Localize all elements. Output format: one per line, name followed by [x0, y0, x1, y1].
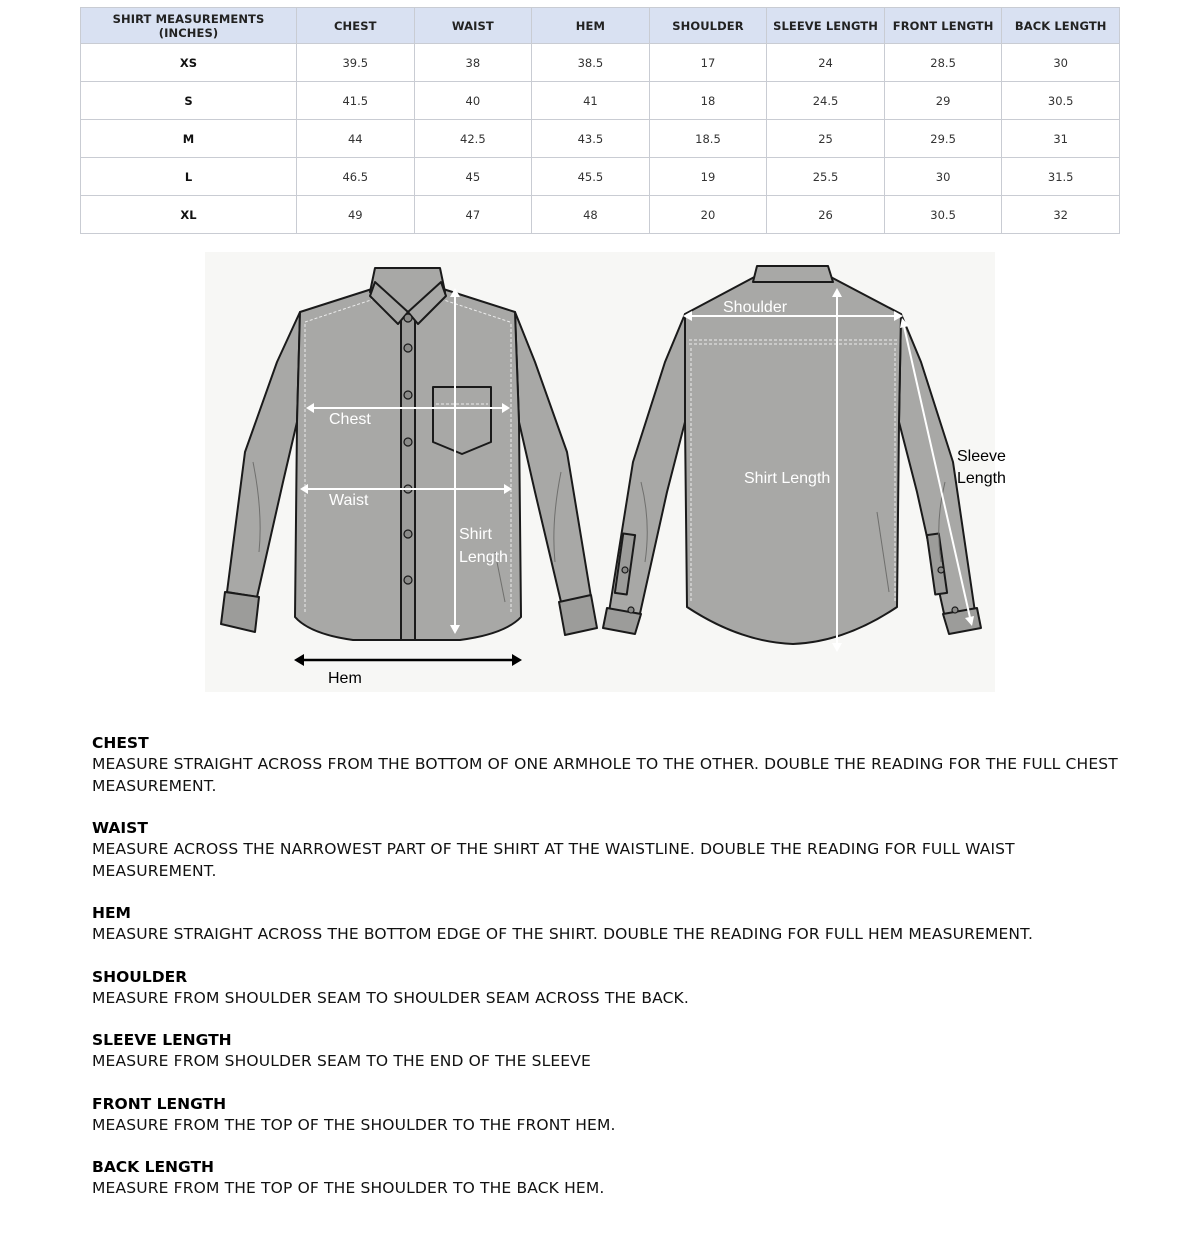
measurement-cell: 41 — [532, 82, 650, 120]
measurement-cell: 31 — [1002, 120, 1120, 158]
measurement-cell: 30 — [1002, 44, 1120, 82]
measurement-cell: 20 — [649, 196, 767, 234]
measurement-cell: 43.5 — [532, 120, 650, 158]
measurement-cell: 19 — [649, 158, 767, 196]
definition-shoulder — [92, 966, 1122, 1010]
measurement-cell: 40 — [414, 82, 532, 120]
definition-text: MEASURE STRAIGHT ACROSS FROM THE BOTTOM OF ONE ARMHOLE TO THE OTHER. DOUBLE THE READING FOR THE FULL CHEST MEASUREMENT. — [92, 755, 1118, 795]
measurement-cell: 18 — [649, 82, 767, 120]
table-row — [81, 196, 1120, 234]
measurement-definitions — [92, 732, 1122, 1220]
definition-title: CHEST — [92, 734, 149, 752]
definition-title: SHOULDER — [92, 967, 188, 986]
size-chart-header — [81, 8, 1120, 44]
definition-title: BACK LENGTH — [92, 1158, 215, 1176]
measurement-cell: 32 — [1002, 196, 1120, 234]
sleeve-length-label-line1: Sleeve — [957, 448, 1006, 465]
measurement-cell: 26 — [767, 196, 885, 234]
definition-chest — [92, 732, 1122, 797]
measurement-cell: 24 — [767, 44, 885, 82]
definition-text: MEASURE ACROSS THE NARROWEST PART OF THE SHIRT AT THE WAISTLINE. DOUBLE THE READING FOR FULL WAIST MEASUREMENT. — [92, 840, 1015, 880]
definition-text: MEASURE FROM SHOULDER SEAM TO SHOULDER SEAM ACROSS THE BACK. — [92, 988, 689, 1007]
measurement-cell: 38 — [414, 44, 532, 82]
table-row — [81, 120, 1120, 158]
measurement-cell: 25.5 — [767, 158, 885, 196]
measurement-cell: 28.5 — [884, 44, 1002, 82]
size-cell: L — [81, 158, 297, 196]
measurement-cell: 39.5 — [297, 44, 415, 82]
measurement-cell: 41.5 — [297, 82, 415, 120]
definition-hem — [92, 902, 1122, 946]
header-cell: WAIST — [414, 8, 532, 44]
size-chart-table — [80, 7, 1120, 234]
size-chart-body — [81, 44, 1120, 234]
measurement-cell: 45 — [414, 158, 532, 196]
header-cell: CHEST — [297, 8, 415, 44]
measurement-cell: 30 — [884, 158, 1002, 196]
header-row — [81, 8, 1120, 44]
chest-label: Chest — [329, 411, 371, 428]
definition-back-length — [92, 1156, 1122, 1200]
header-cell: SHOULDER — [649, 8, 767, 44]
table-row — [81, 158, 1120, 196]
measurement-cell: 48 — [532, 196, 650, 234]
measurement-cell: 42.5 — [414, 120, 532, 158]
back-length-label: Shirt Length — [744, 470, 831, 487]
definition-sleeve-length — [92, 1029, 1122, 1073]
table-row — [81, 82, 1120, 120]
header-cell: BACK LENGTH — [1002, 8, 1120, 44]
measurement-cell: 30.5 — [1002, 82, 1120, 120]
definition-title: HEM — [92, 904, 131, 922]
size-cell: XS — [81, 44, 297, 82]
measurement-cell: 17 — [649, 44, 767, 82]
sleeve-length-label-line2: Length — [957, 470, 1006, 487]
definition-text: MEASURE FROM THE TOP OF THE SHOULDER TO THE FRONT HEM. — [92, 1115, 616, 1134]
front-length-label-line1: Shirt — [459, 526, 492, 543]
size-cell: S — [81, 82, 297, 120]
measurement-cell: 49 — [297, 196, 415, 234]
definition-title: WAIST — [92, 819, 148, 837]
shoulder-label: Shoulder — [723, 299, 788, 316]
measurement-cell: 44 — [297, 120, 415, 158]
header-cell: FRONT LENGTH — [884, 8, 1002, 44]
header-cell: HEM — [532, 8, 650, 44]
definition-title: SLEEVE LENGTH — [92, 1031, 232, 1049]
definition-waist — [92, 817, 1122, 882]
measurement-cell: 45.5 — [532, 158, 650, 196]
definition-text: MEASURE FROM THE TOP OF THE SHOULDER TO THE BACK HEM. — [92, 1179, 605, 1197]
measurement-cell: 30.5 — [884, 196, 1002, 234]
front-length-label-line2: Length — [459, 549, 508, 566]
size-cell: XL — [81, 196, 297, 234]
measurement-cell: 24.5 — [767, 82, 885, 120]
measurement-cell: 29.5 — [884, 120, 1002, 158]
measurement-cell: 47 — [414, 196, 532, 234]
hem-label: Hem — [328, 670, 362, 687]
definition-text: MEASURE STRAIGHT ACROSS THE BOTTOM EDGE OF THE SHIRT. DOUBLE THE READING FOR FULL HEM MEASUREMENT. — [92, 925, 1034, 943]
header-cell: SHIRT MEASUREMENTS (INCHES) — [81, 8, 297, 44]
definition-title: FRONT LENGTH — [92, 1094, 227, 1113]
measurement-cell: 31.5 — [1002, 158, 1120, 196]
definition-front-length — [92, 1093, 1122, 1137]
table-row — [81, 44, 1120, 82]
measurement-cell: 25 — [767, 120, 885, 158]
size-cell: M — [81, 120, 297, 158]
header-cell: SLEEVE LENGTH — [767, 8, 885, 44]
definition-text: MEASURE FROM SHOULDER SEAM TO THE END OF THE SLEEVE — [92, 1052, 591, 1070]
measurement-cell: 38.5 — [532, 44, 650, 82]
measurement-cell: 29 — [884, 82, 1002, 120]
shirt-measurement-illustration — [205, 252, 1006, 692]
measurement-cell: 18.5 — [649, 120, 767, 158]
measurement-cell: 46.5 — [297, 158, 415, 196]
waist-label: Waist — [329, 492, 369, 509]
